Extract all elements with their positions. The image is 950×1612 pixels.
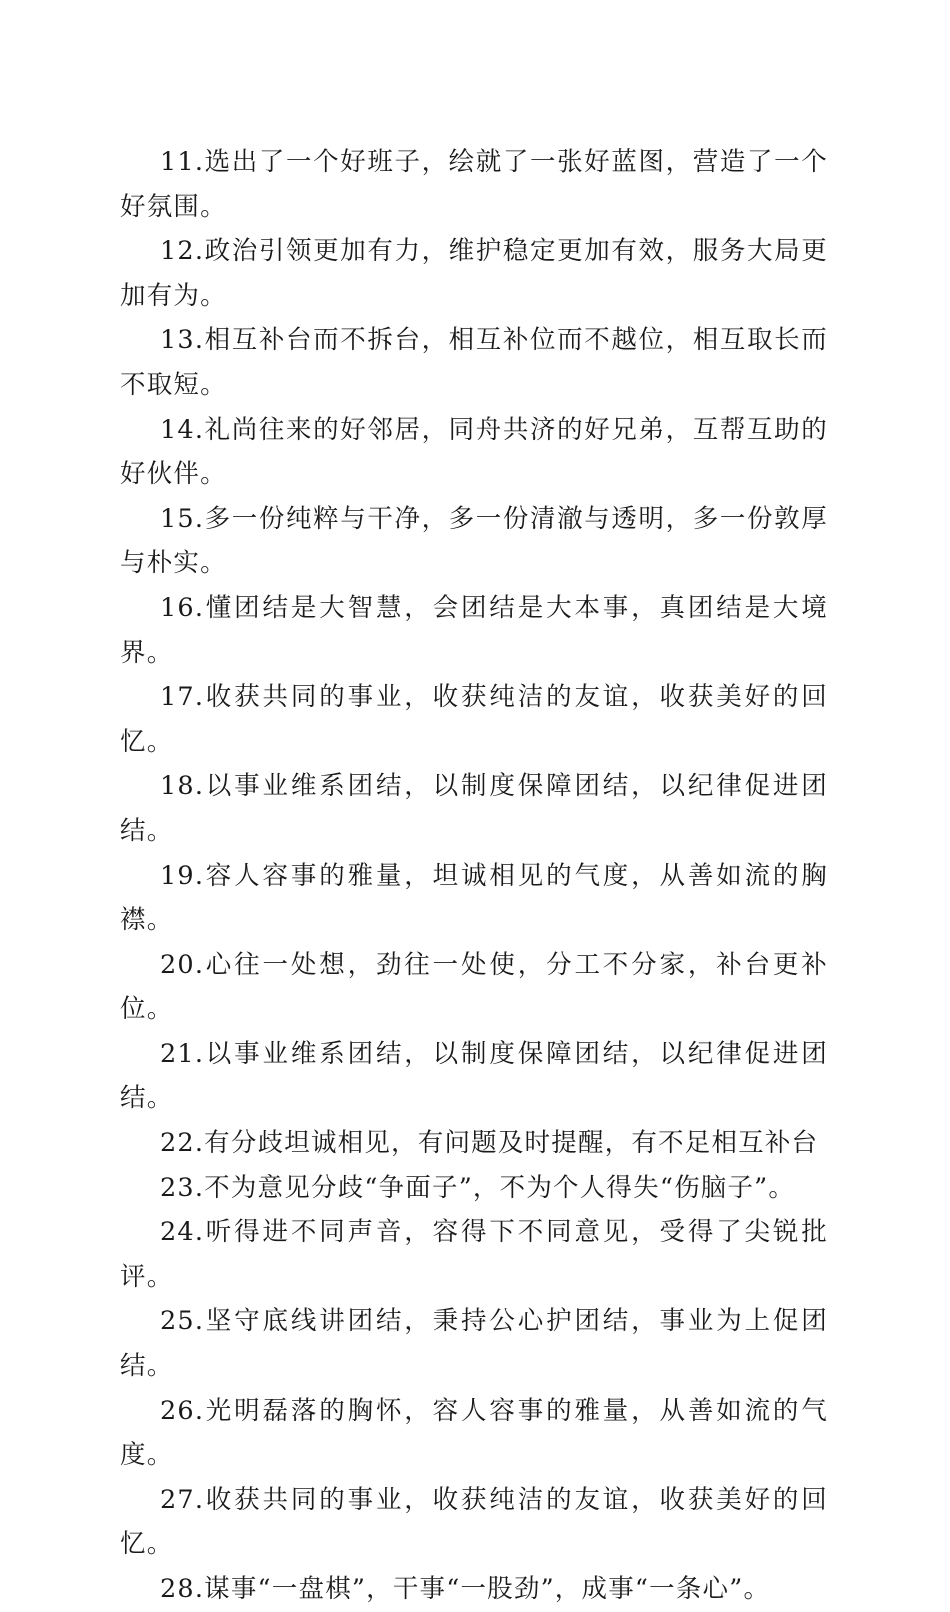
list-item: 18.以事业维系团结，以制度保障团结，以纪律促进团结。	[120, 771, 828, 846]
list-item: 11.选出了一个好班子，绘就了一张好蓝图，营造了一个好氛围。	[120, 147, 828, 222]
list-item: 25.坚守底线讲团结，秉持公心护团结，事业为上促团结。	[120, 1306, 828, 1382]
list-item: 12.政治引领更加有力，维护稳定更加有效，服务大局更加有为。	[120, 236, 828, 311]
list-item: 16.懂团结是大智慧，会团结是大本事，真团结是大境界。	[120, 592, 828, 668]
list-item: 15.多一份纯粹与干净，多一份清澈与透明，多一份敦厚与朴实。	[120, 503, 828, 579]
list-item: 28.谋事“一盘棋”，干事“一股劲”，成事“一条心”。	[160, 1574, 771, 1604]
list-item: 22.有分歧坦诚相见，有问题及时提醒，有不足相互补台	[160, 1128, 819, 1159]
list-item: 21.以事业维系团结，以制度保障团结，以纪律促进团结。	[120, 1038, 828, 1114]
list-item: 24.听得进不同声音，容得下不同意见，受得了尖锐批评。	[120, 1217, 828, 1292]
list-item: 20.心往一处想，劲往一处使，分工不分家，补台更补位。	[120, 949, 828, 1025]
list-item: 26.光明磊落的胸怀，容人容事的雅量，从善如流的气度。	[120, 1395, 828, 1471]
list-item: 27.收获共同的事业，收获纯洁的友谊，收获美好的回忆。	[120, 1484, 828, 1560]
list-item: 17.收获共同的事业，收获纯洁的友谊，收获美好的回忆。	[120, 682, 828, 757]
list-item: 13.相互补台而不拆台，相互补位而不越位，相互取长而不取短。	[120, 325, 828, 400]
document-body	[120, 140, 828, 1612]
list-item: 23.不为意见分歧“争面子”，不为个人得失“伤脑子”。	[160, 1172, 796, 1203]
list-item: 19.容人容事的雅量，坦诚相见的气度，从善如流的胸襟。	[120, 860, 828, 936]
list-item: 14.礼尚往来的好邻居，同舟共济的好兄弟，互帮互助的好伙伴。	[120, 414, 828, 490]
